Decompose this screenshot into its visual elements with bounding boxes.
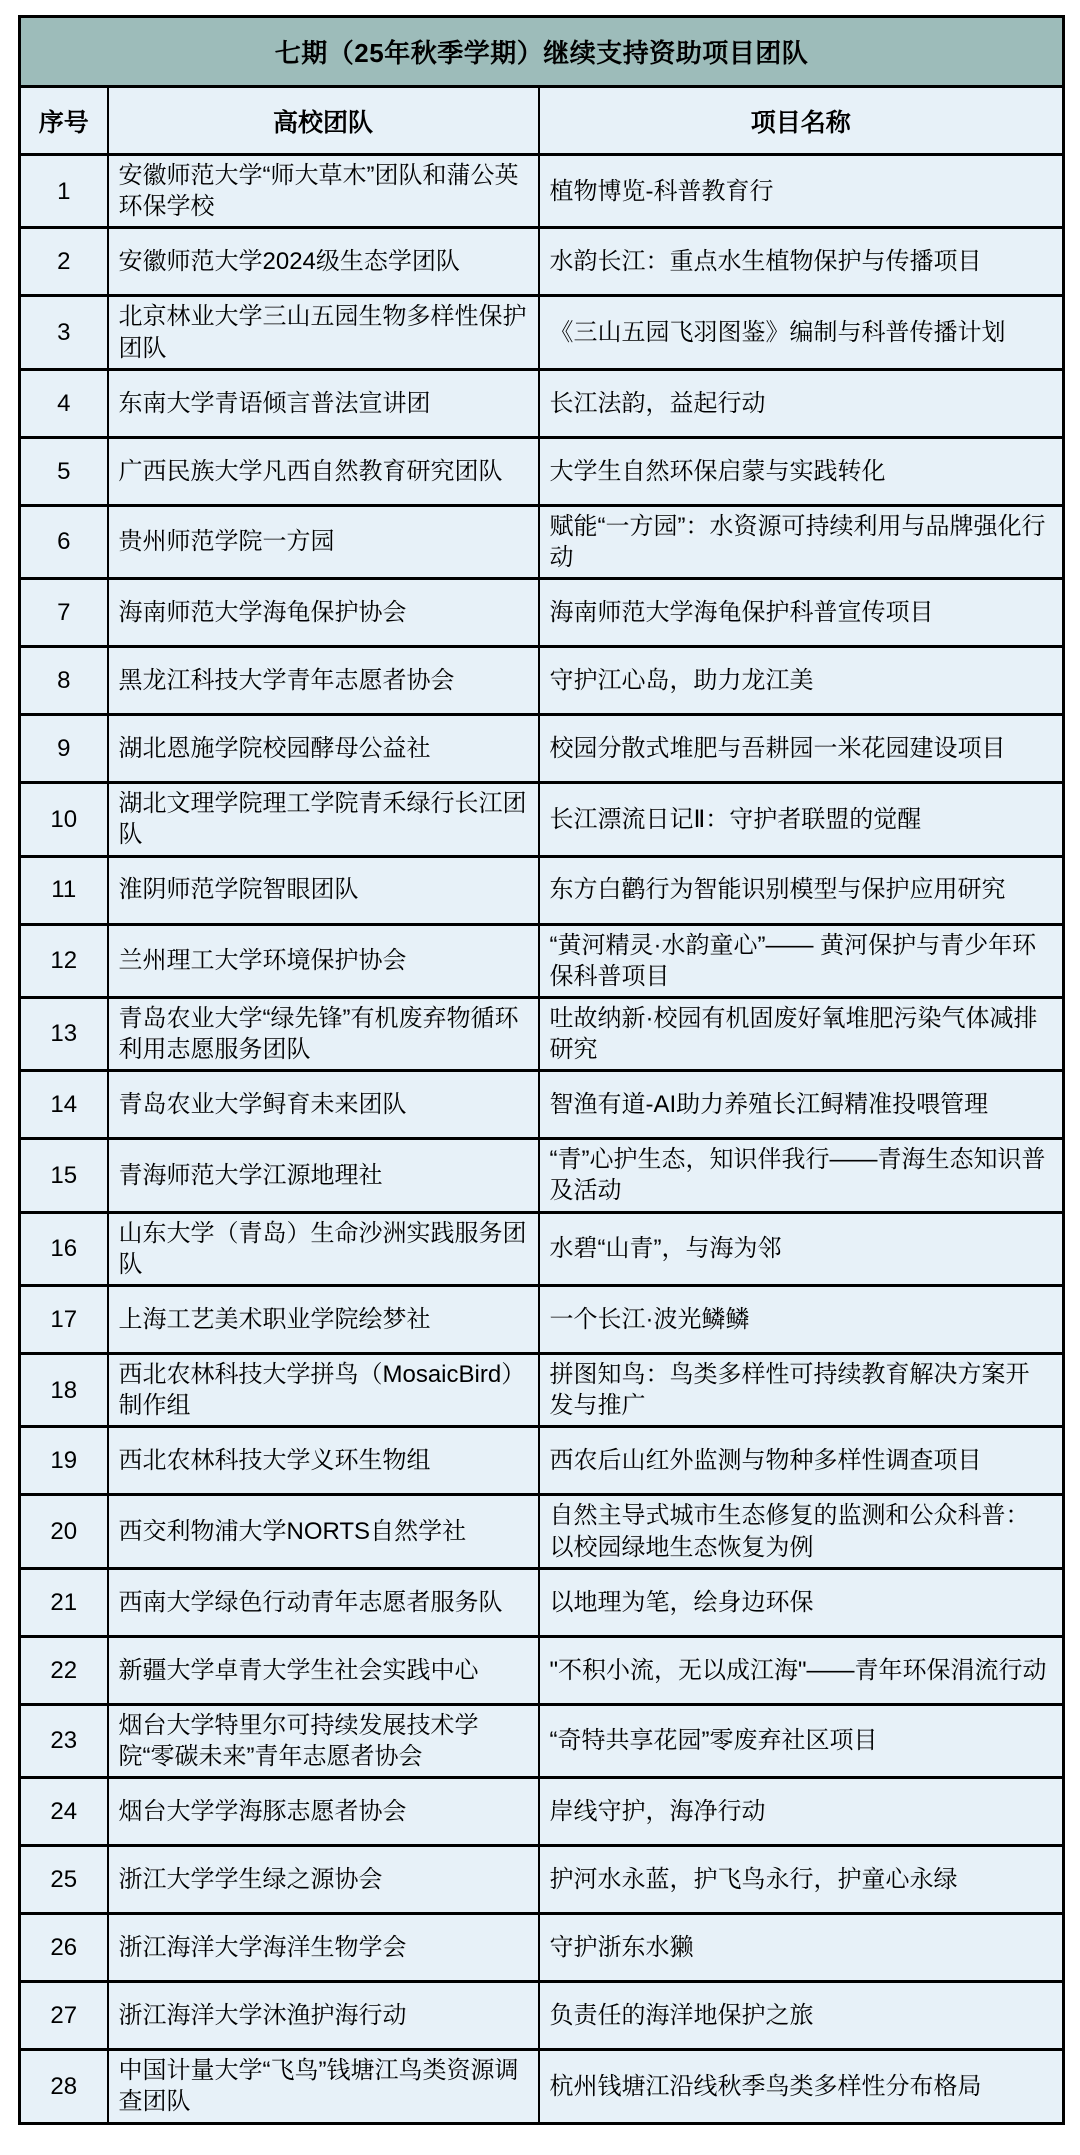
project-cell: 长江法韵，益起行动 (539, 369, 1064, 437)
row-number-cell: 8 (20, 647, 108, 715)
table-row (20, 1071, 1064, 1139)
project-teams-table (18, 15, 1065, 2125)
table-row (20, 1704, 1064, 1777)
table-row (20, 1778, 1064, 1846)
project-cell: 护河水永蓝，护飞鸟永行，护童心永绿 (539, 1846, 1064, 1914)
row-number-cell: 17 (20, 1286, 108, 1354)
team-cell: 贵州师范学院一方园 (108, 505, 539, 578)
project-cell: 植物博览-科普教育行 (539, 155, 1064, 228)
team-cell: 西南大学绿色行动青年志愿者服务队 (108, 1568, 539, 1636)
project-cell: “黄河精灵·水韵童心”—— 黄河保护与青少年环保科普项目 (539, 924, 1064, 997)
team-cell: 浙江海洋大学沐渔护海行动 (108, 1982, 539, 2050)
project-cell: 以地理为笔，绘身边环保 (539, 1568, 1064, 1636)
project-cell: 水碧“山青”，与海为邻 (539, 1212, 1064, 1285)
project-cell: 岸线守护，海净行动 (539, 1778, 1064, 1846)
table-row (20, 1914, 1064, 1982)
team-cell: 西北农林科技大学拼鸟（MosaicBird）制作组 (108, 1354, 539, 1427)
team-cell: 新疆大学卓青大学生社会实践中心 (108, 1636, 539, 1704)
project-cell: “奇特共享花园”零废弃社区项目 (539, 1704, 1064, 1777)
column-header-project: 项目名称 (539, 87, 1064, 155)
project-cell: 大学生自然环保启蒙与实践转化 (539, 437, 1064, 505)
table-row (20, 997, 1064, 1070)
project-cell: "不积小流，无以成江海"——青年环保涓流行动 (539, 1636, 1064, 1704)
row-number-cell: 12 (20, 924, 108, 997)
table-row (20, 715, 1064, 783)
table-row (20, 1495, 1064, 1568)
team-cell: 湖北文理学院理工学院青禾绿行长江团队 (108, 783, 539, 856)
row-number-cell: 27 (20, 1982, 108, 2050)
table-row (20, 1286, 1064, 1354)
table-row (20, 1139, 1064, 1212)
table-row (20, 783, 1064, 856)
row-number-cell: 3 (20, 296, 108, 369)
project-cell: 拼图知鸟：鸟类多样性可持续教育解决方案开发与推广 (539, 1354, 1064, 1427)
team-cell: 浙江大学学生绿之源协会 (108, 1846, 539, 1914)
row-number-cell: 10 (20, 783, 108, 856)
table-row (20, 155, 1064, 228)
row-number-cell: 13 (20, 997, 108, 1070)
row-number-cell: 11 (20, 856, 108, 924)
project-cell: 吐故纳新·校园有机固废好氧堆肥污染气体减排研究 (539, 997, 1064, 1070)
team-cell: 兰州理工大学环境保护协会 (108, 924, 539, 997)
row-number-cell: 5 (20, 437, 108, 505)
row-number-cell: 19 (20, 1427, 108, 1495)
row-number-cell: 15 (20, 1139, 108, 1212)
project-cell: 海南师范大学海龟保护科普宣传项目 (539, 579, 1064, 647)
table-header-row (20, 87, 1064, 155)
table-title-row (20, 17, 1064, 87)
team-cell: 黑龙江科技大学青年志愿者协会 (108, 647, 539, 715)
row-number-cell: 14 (20, 1071, 108, 1139)
project-cell: 校园分散式堆肥与吾耕园一米花园建设项目 (539, 715, 1064, 783)
column-header-index: 序号 (20, 87, 108, 155)
team-cell: 青岛农业大学“绿先锋”有机废弃物循环利用志愿服务团队 (108, 997, 539, 1070)
row-number-cell: 22 (20, 1636, 108, 1704)
team-cell: 青海师范大学江源地理社 (108, 1139, 539, 1212)
team-cell: 西北农林科技大学义环生物组 (108, 1427, 539, 1495)
team-cell: 淮阴师范学院智眼团队 (108, 856, 539, 924)
team-cell: 烟台大学特里尔可持续发展技术学院“零碳未来”青年志愿者协会 (108, 1704, 539, 1777)
table-row (20, 369, 1064, 437)
team-cell: 中国计量大学“飞鸟”钱塘江鸟类资源调查团队 (108, 2050, 539, 2123)
project-cell: 守护江心岛，助力龙江美 (539, 647, 1064, 715)
team-cell: 安徽师范大学2024级生态学团队 (108, 228, 539, 296)
team-cell: 青岛农业大学鲟育未来团队 (108, 1071, 539, 1139)
table-row (20, 1636, 1064, 1704)
project-cell: 西农后山红外监测与物种多样性调查项目 (539, 1427, 1064, 1495)
project-cell: 长江漂流日记Ⅱ：守护者联盟的觉醒 (539, 783, 1064, 856)
row-number-cell: 20 (20, 1495, 108, 1568)
team-cell: 烟台大学学海豚志愿者协会 (108, 1778, 539, 1846)
row-number-cell: 1 (20, 155, 108, 228)
team-cell: 广西民族大学凡西自然教育研究团队 (108, 437, 539, 505)
row-number-cell: 9 (20, 715, 108, 783)
table-row (20, 856, 1064, 924)
table-row (20, 1212, 1064, 1285)
row-number-cell: 21 (20, 1568, 108, 1636)
row-number-cell: 24 (20, 1778, 108, 1846)
table-row (20, 228, 1064, 296)
table-body (20, 155, 1064, 2124)
row-number-cell: 26 (20, 1914, 108, 1982)
row-number-cell: 28 (20, 2050, 108, 2123)
row-number-cell: 7 (20, 579, 108, 647)
table-row (20, 647, 1064, 715)
project-cell: 赋能“一方园”：水资源可持续利用与品牌强化行动 (539, 505, 1064, 578)
table-row (20, 2050, 1064, 2123)
team-cell: 湖北恩施学院校园酵母公益社 (108, 715, 539, 783)
table-row (20, 924, 1064, 997)
project-cell: 水韵长江：重点水生植物保护与传播项目 (539, 228, 1064, 296)
table-row (20, 505, 1064, 578)
team-cell: 山东大学（青岛）生命沙洲实践服务团队 (108, 1212, 539, 1285)
table-row (20, 1354, 1064, 1427)
project-cell: 东方白鹳行为智能识别模型与保护应用研究 (539, 856, 1064, 924)
row-number-cell: 6 (20, 505, 108, 578)
table-title: 七期（25年秋季学期）继续支持资助项目团队 (20, 17, 1064, 87)
table-row (20, 1427, 1064, 1495)
table-row (20, 296, 1064, 369)
project-cell: 《三山五园飞羽图鉴》编制与科普传播计划 (539, 296, 1064, 369)
team-cell: 浙江海洋大学海洋生物学会 (108, 1914, 539, 1982)
team-cell: 北京林业大学三山五园生物多样性保护团队 (108, 296, 539, 369)
team-cell: 东南大学青语倾言普法宣讲团 (108, 369, 539, 437)
row-number-cell: 25 (20, 1846, 108, 1914)
table-row (20, 437, 1064, 505)
row-number-cell: 18 (20, 1354, 108, 1427)
row-number-cell: 2 (20, 228, 108, 296)
team-cell: 上海工艺美术职业学院绘梦社 (108, 1286, 539, 1354)
team-cell: 安徽师范大学“师大草木”团队和蒲公英环保学校 (108, 155, 539, 228)
table-row (20, 1568, 1064, 1636)
table-row (20, 1982, 1064, 2050)
table-row (20, 1846, 1064, 1914)
row-number-cell: 4 (20, 369, 108, 437)
table-row (20, 579, 1064, 647)
project-cell: 杭州钱塘江沿线秋季鸟类多样性分布格局 (539, 2050, 1064, 2123)
project-cell: 负责任的海洋地保护之旅 (539, 1982, 1064, 2050)
project-cell: 守护浙东水獭 (539, 1914, 1064, 1982)
team-cell: 海南师范大学海龟保护协会 (108, 579, 539, 647)
row-number-cell: 23 (20, 1704, 108, 1777)
column-header-team: 高校团队 (108, 87, 539, 155)
project-cell: 自然主导式城市生态修复的监测和公众科普：以校园绿地生态恢复为例 (539, 1495, 1064, 1568)
project-cell: “青”心护生态，知识伴我行——青海生态知识普及活动 (539, 1139, 1064, 1212)
team-cell: 西交利物浦大学NORTS自然学社 (108, 1495, 539, 1568)
project-cell: 智渔有道-AI助力养殖长江鲟精准投喂管理 (539, 1071, 1064, 1139)
row-number-cell: 16 (20, 1212, 108, 1285)
project-cell: 一个长江·波光鳞鳞 (539, 1286, 1064, 1354)
